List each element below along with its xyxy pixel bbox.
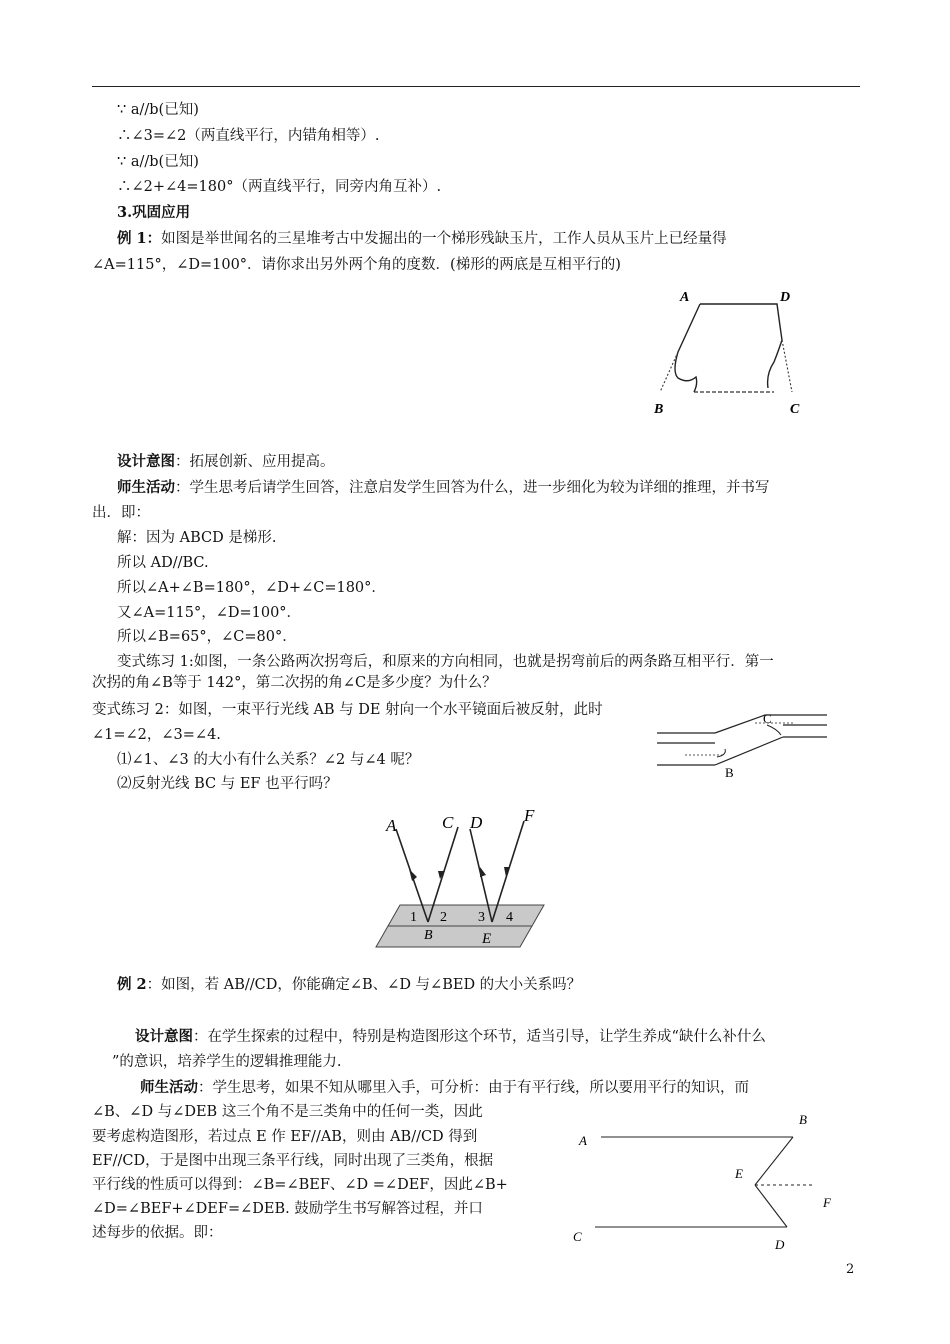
activity-line [117, 478, 770, 498]
mirror-label-c: C [442, 813, 454, 832]
parallel-label-d: D [775, 1237, 785, 1252]
example-2-line [117, 975, 581, 995]
text-line: 述每步的依据。即： [92, 1225, 223, 1241]
trapezoid-figure [650, 280, 810, 420]
design-intent-text: ：拓展创新、应用提高。 [175, 454, 335, 470]
road-figure [655, 705, 835, 785]
activity-2-text: ：学生思考，如果不知从哪里入手，可分析：由于有平行线，所以要用平行的知识，而 [198, 1080, 749, 1096]
exercise-2-line: 变式练习 2：如图，一束平行光线 AB 与 DE 射向一个水平镜面后被反射，此时 [92, 702, 603, 718]
design-intent-2-line [135, 1027, 766, 1047]
activity-2-line [140, 1078, 749, 1098]
text-line: 次拐的角∠B等于 142°，第二次拐的角∠C是多少度？为什么？ [92, 675, 497, 691]
text-line: ∵ a//b(已知) [117, 154, 199, 170]
text-line: ∠A=115°，∠D=100°．请你求出另外两个角的度数．(梯形的两底是互相平行的) [92, 257, 621, 273]
mirror-angle-1: 1 [410, 910, 417, 925]
mirror-angle-4: 4 [506, 910, 513, 925]
section-heading: 3.巩固应用 [117, 204, 191, 221]
road-label-c: C [763, 711, 772, 726]
mirror-label-a: A [386, 816, 397, 835]
mirror-label-b: B [424, 928, 433, 943]
design-intent-2-label: 设计意图 [135, 1028, 193, 1045]
design-intent-2-text: ：在学生探索的过程中，特别是构造图形这个环节，适当引导，让学生养成“缺什么补什么 [193, 1029, 766, 1045]
parallel-label-f: F [823, 1195, 831, 1210]
text-line: ∴∠3=∠2（两直线平行，内错角相等）. [117, 128, 380, 144]
example-2-label: 例 2 [117, 976, 147, 993]
activity-text: ：学生思考后请学生回答，注意启发学生回答为什么，进一步细化为较为详细的推理，并书写 [175, 480, 770, 496]
mirror-label-f: F [524, 806, 535, 825]
example-label: 例 1： [117, 230, 162, 247]
solution-line: 又∠A=115°，∠D=100°． [117, 605, 302, 621]
example-1-line [117, 229, 727, 249]
text-line: ∴∠2+∠4=180°（两直线平行，同旁内角互补）. [117, 179, 442, 195]
solution-line: 所以∠A+∠B=180°，∠D+∠C=180°． [117, 580, 386, 596]
text-line: ”的意识，培养学生的逻辑推理能力. [112, 1054, 342, 1070]
solution-line: 所以∠B=65°，∠C=80°． [117, 629, 297, 645]
text-line: 要考虑构造图形，若过点 E 作 EF//AB，则由 AB//CD 得到 [92, 1129, 478, 1145]
design-intent-line [117, 452, 335, 472]
parallel-label-e: E [735, 1166, 743, 1181]
text-line: ∠D=∠BEF+∠DEF=∠DEB. 鼓励学生书写解答过程，并口 [92, 1201, 483, 1217]
solution-line: 所以 AD//BC. [117, 555, 209, 571]
mirror-label-d: D [470, 813, 483, 832]
text-line: ∠B、∠D 与∠DEB 这三个角不是三类角中的任何一类，因此 [92, 1104, 483, 1120]
text-line: EF//CD，于是图中出现三条平行线，同时出现了三类角，根据 [92, 1153, 494, 1169]
vertex-label-c: C [790, 402, 800, 417]
question-line: ⑵反射光线 BC 与 EF 也平行吗？ [117, 776, 338, 792]
road-label-b: B [725, 765, 734, 780]
example-2-text: ：如图，若 AB//CD，你能确定∠B、∠D 与∠BED 的大小关系吗？ [146, 977, 582, 993]
mirror-figure [370, 805, 570, 955]
vertex-label-d: D [780, 290, 791, 305]
parallel-label-a: A [579, 1133, 587, 1148]
question-line: ⑴∠1、∠3 的大小有什么关系？∠2 与∠4 呢？ [117, 752, 420, 768]
header-rule [92, 86, 860, 87]
text-line: 出．即： [92, 505, 150, 521]
activity-2-label: 师生活动 [140, 1079, 198, 1096]
activity-label: 师生活动 [117, 479, 175, 496]
text-line: ∠1=∠2，∠3=∠4. [92, 727, 221, 743]
example-text: 如图是举世闻名的三星堆考古中发掘出的一个梯形残缺玉片，工作人员从玉片上已经量得 [161, 231, 727, 247]
vertex-label-b: B [654, 402, 664, 417]
text-line: 平行线的性质可以得到：∠B=∠BEF、∠D =∠DEF，因此∠B+ [92, 1177, 508, 1193]
parallel-label-c: C [573, 1229, 582, 1244]
text-line: ∵ a//b(已知) [117, 102, 199, 118]
page-number: 2 [846, 1262, 855, 1277]
mirror-label-e: E [482, 931, 492, 947]
exercise-1-line: 变式练习 1:如图，一条公路两次拐弯后，和原来的方向相同，也就是拐弯前后的两条路互相平行．第一 [117, 654, 774, 670]
design-intent-label: 设计意图 [117, 453, 175, 470]
mirror-angle-2: 2 [440, 910, 447, 925]
vertex-label-a: A [680, 290, 690, 305]
parallel-lines-figure [565, 1105, 845, 1255]
mirror-angle-3: 3 [478, 910, 485, 925]
parallel-label-b: B [799, 1112, 807, 1127]
solution-line: 解：因为 ABCD 是梯形. [117, 530, 277, 546]
